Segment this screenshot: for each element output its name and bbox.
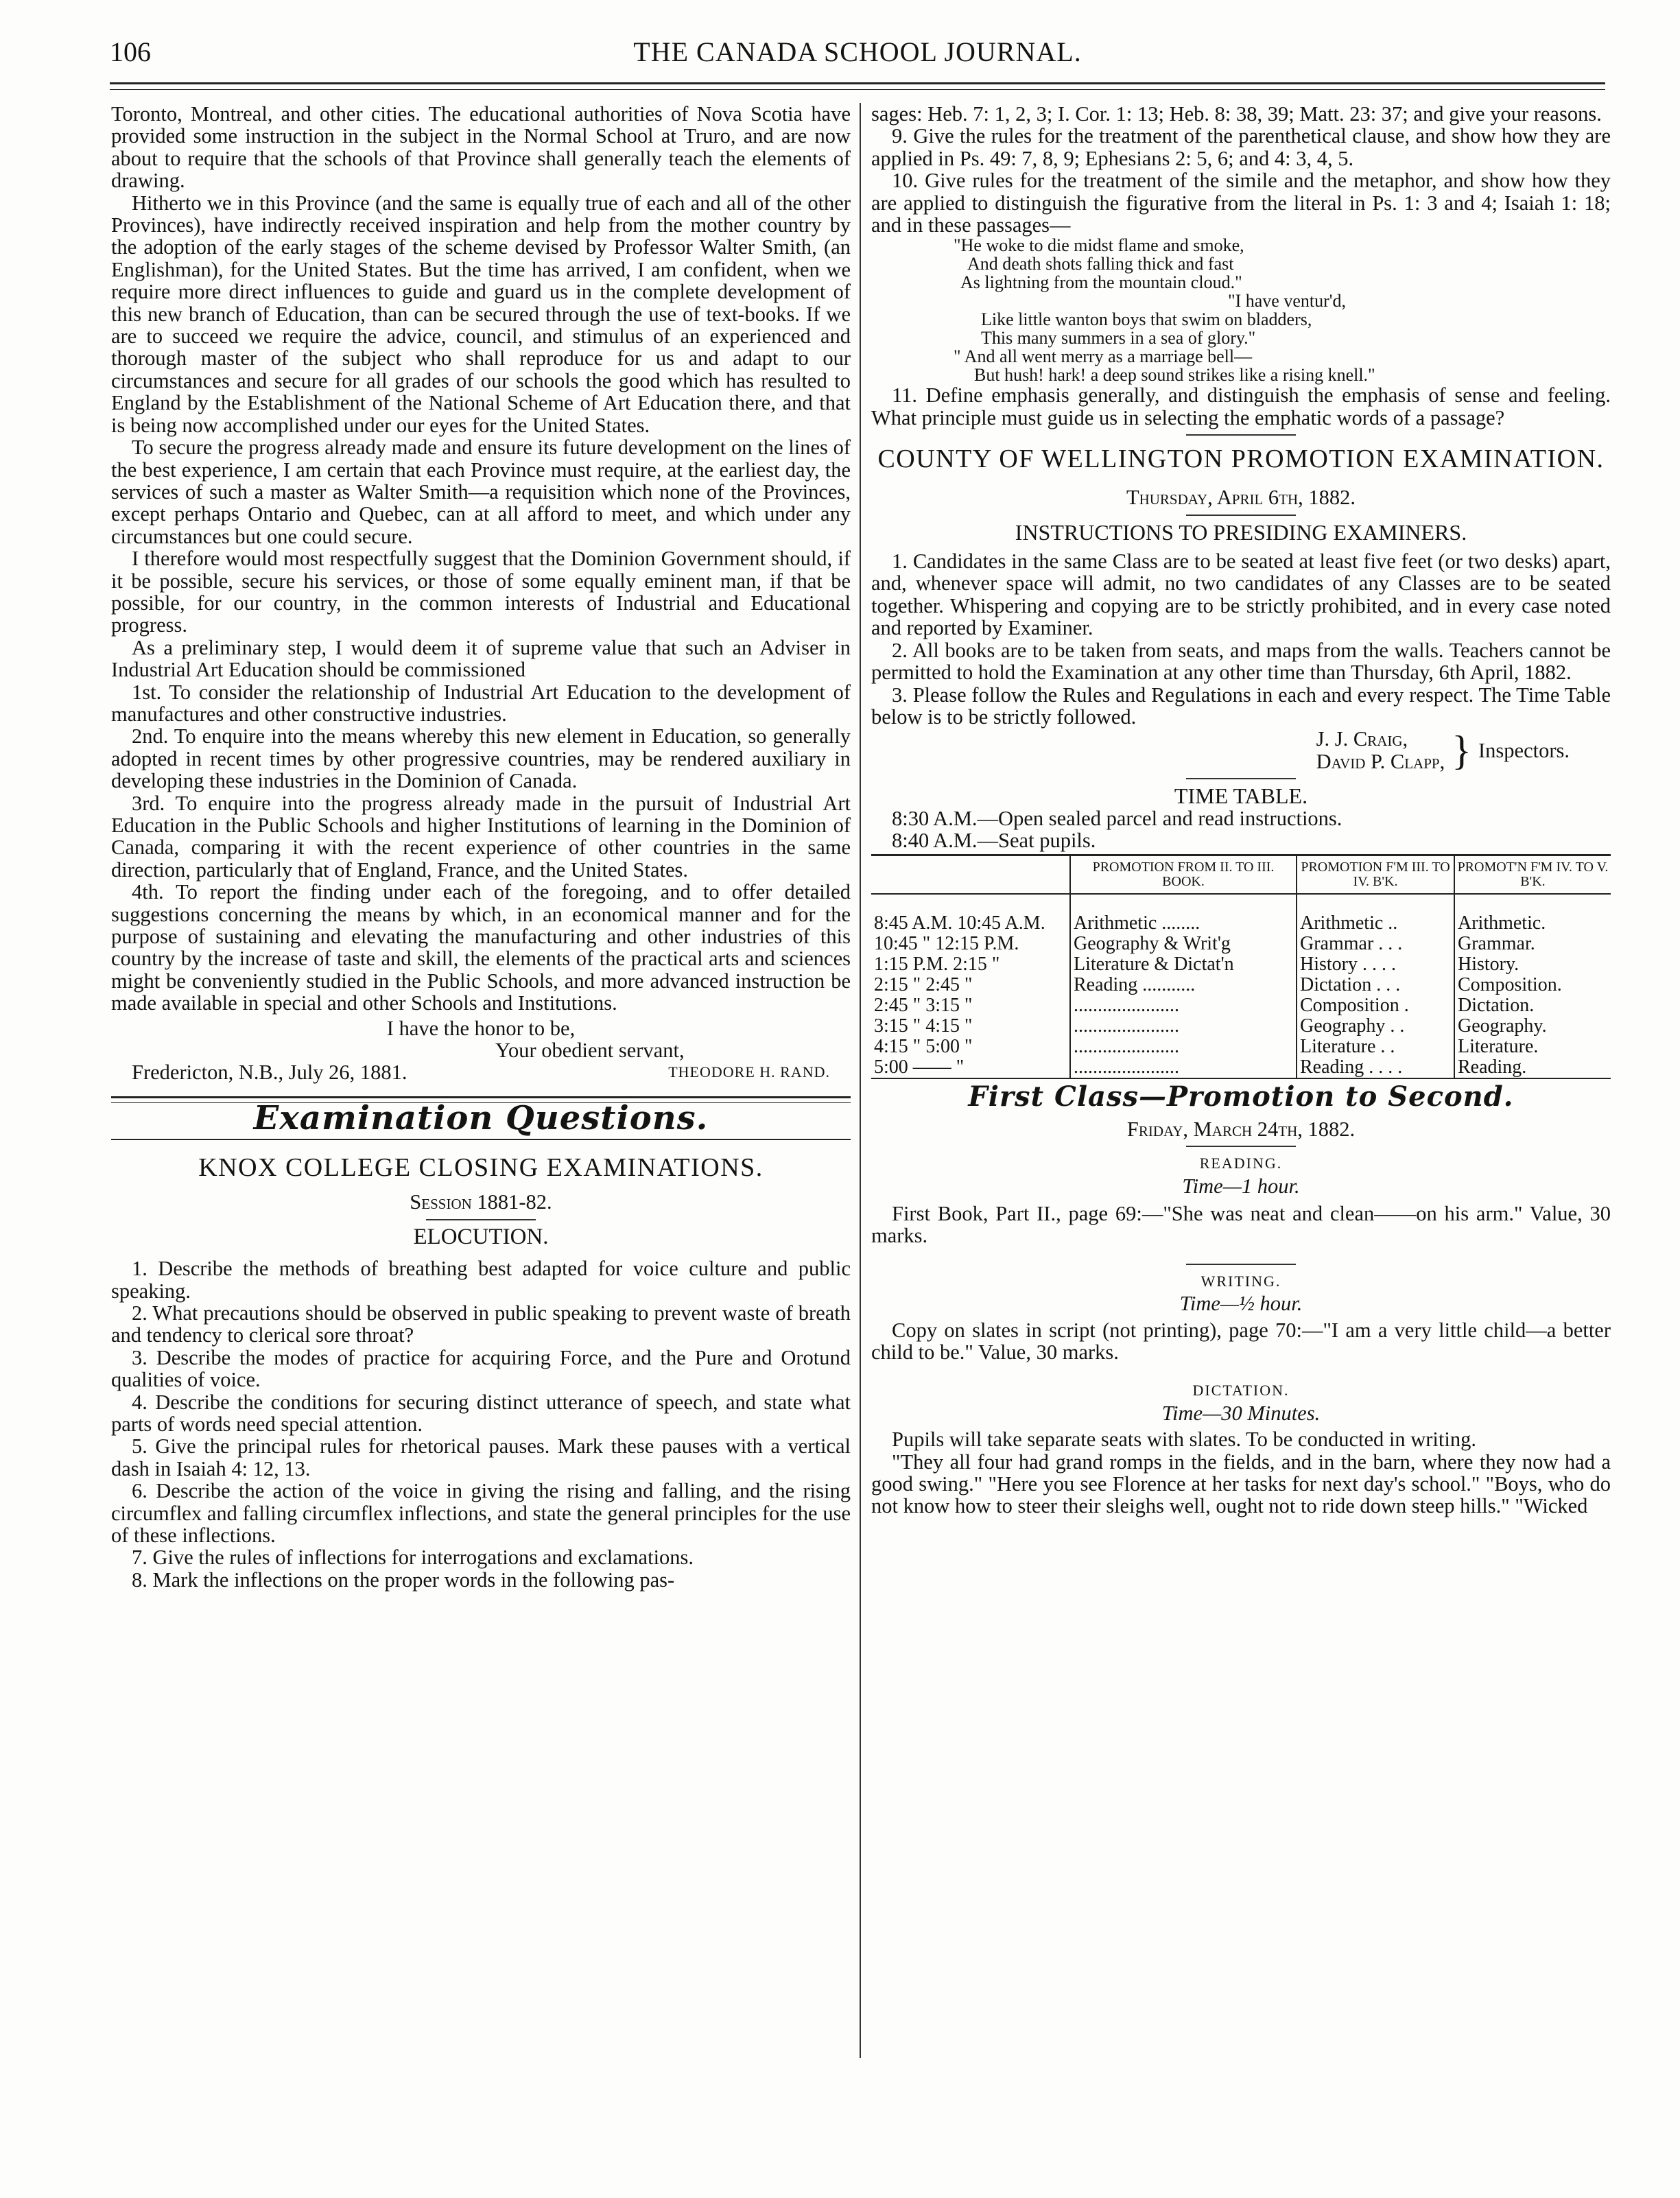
fc-date: Friday, March 24th, 1882. bbox=[1126, 1117, 1356, 1141]
table-cell: Arithmetic ........ bbox=[1070, 913, 1297, 934]
table-cell: 10:45 " 12:15 P.M. bbox=[874, 934, 1019, 955]
table-cell: Geography & Writ'g bbox=[1070, 934, 1297, 954]
inspector-name: David P. Clapp, bbox=[1316, 749, 1445, 773]
header-rule bbox=[110, 82, 1605, 84]
divider bbox=[1186, 1146, 1296, 1147]
left-column bbox=[111, 103, 851, 1591]
table-cell: 3:15 " 4:15 " bbox=[874, 1016, 973, 1037]
table-row bbox=[871, 913, 1611, 934]
table-row bbox=[871, 995, 1611, 1016]
quoted-passages bbox=[871, 236, 1611, 384]
table-cell: 2:45 " 3:15 " bbox=[874, 995, 973, 1017]
inspectors-label: Inspectors. bbox=[1478, 738, 1570, 762]
body-paragraph: I therefore would most respectfully suggest that the Dominion Government should, if it be possible, secure his services, or those of some equally eminent man, if that be possible, for our country, in the common interests of Industrial and Educational progress. bbox=[111, 547, 851, 637]
question: 4. Describe the conditions for securing distinct utterance of speech, and state what parts of words need special attention. bbox=[111, 1390, 851, 1436]
tt-pre-line: 8:40 A.M.—Seat pupils. bbox=[892, 828, 1096, 852]
poem-line: "He woke to die midst flame and smoke, bbox=[954, 235, 1244, 256]
table-cell: ...................... bbox=[1070, 1057, 1297, 1078]
table-row bbox=[871, 1037, 1611, 1057]
table-row bbox=[871, 975, 1611, 995]
right-column bbox=[871, 103, 1611, 1517]
tt-pre-line: 8:30 A.M.—Open sealed parcel and read instructions. bbox=[892, 806, 1342, 830]
table-spacer-row bbox=[871, 894, 1611, 913]
table-cell: 4:15 " 5:00 " bbox=[874, 1037, 973, 1058]
table-cell: Literature . . bbox=[1297, 1037, 1454, 1057]
poem-line: But hush! hark! a deep sound strikes like a rising knell." bbox=[974, 365, 1375, 386]
divider bbox=[1186, 1264, 1296, 1265]
question: 8. Mark the inflections on the proper words in the following pas- bbox=[132, 1568, 675, 1592]
question: 1. Describe the methods of breathing best adapted for voice culture and public speaking. bbox=[111, 1257, 851, 1303]
inspector-names bbox=[1316, 728, 1445, 772]
elocution-heading: ELOCUTION. bbox=[413, 1224, 549, 1249]
header-rule-thin bbox=[110, 89, 1605, 90]
reading-label: READING. bbox=[1199, 1155, 1283, 1172]
table-row bbox=[871, 1016, 1611, 1037]
body-paragraph: 2nd. To enquire into the means whereby this new element in Education, so generally adopted in recent times by other progressive countries, may be rendered auxiliary in developing these industries in the Dominion of Canada. bbox=[111, 724, 851, 793]
table-cell: Grammar. bbox=[1454, 934, 1611, 954]
body-paragraph: Toronto, Montreal, and other cities. The educational authorities of Nova Scotia have provided some instruction in the subject in the Normal School at Truro, and are now about to require that the schools of that Province shall generally teach the elements of drawing. bbox=[111, 102, 851, 193]
poem-line: "I have ventur'd, bbox=[1228, 291, 1346, 311]
table-cell: Reading . . . . bbox=[1297, 1057, 1454, 1078]
column-divider bbox=[860, 103, 861, 2058]
table-cell: History . . . . bbox=[1297, 954, 1454, 975]
table-header: PROMOT'N F'M IV. TO V. B'K. bbox=[1454, 856, 1611, 894]
table-cell: Literature. bbox=[1454, 1037, 1611, 1057]
table-cell: Reading ........... bbox=[1070, 975, 1297, 995]
poem-line: " And all went merry as a marriage bell— bbox=[954, 346, 1253, 367]
table-cell: 8:45 A.M. 10:45 A.M. bbox=[874, 913, 1045, 934]
instructions-title: INSTRUCTIONS TO PRESIDING EXAMINERS. bbox=[1015, 519, 1467, 545]
writing-time: Time—½ hour. bbox=[1179, 1292, 1303, 1316]
dictation-text: "They all four had grand romps in the fields, and in the barn, where they now had a good swing." "Here you see Florence at her tasks for next day's school." "Boys, who do not know how to steer their sleighs well, ought not to ride down steep hills." "Wicked bbox=[871, 1450, 1611, 1518]
poem-line: As lightning from the mountain cloud." bbox=[960, 272, 1242, 293]
divider bbox=[1186, 434, 1296, 436]
question: 6. Describe the action of the voice in giving the rising and falling, and the rising circumflex and falling circumflex inflections, and state the general principles for the use of these inflections. bbox=[111, 1479, 851, 1547]
question: 11. Define emphasis generally, and distinguish the emphasis of sense and feeling. What principle must guide us in selecting the emphatic words of a passage? bbox=[871, 383, 1611, 429]
table-header: PROMOTION F'M III. TO IV. B'K. bbox=[1297, 856, 1454, 894]
place-date: Fredericton, N.B., July 26, 1881. bbox=[132, 1061, 407, 1085]
table-cell: ...................... bbox=[1070, 1016, 1297, 1037]
table-cell: 2:15 " 2:45 " bbox=[874, 975, 973, 996]
writing-text: Copy on slates in script (not printing), page 70:—"I am a very little child—a better child to be." Value, 30 marks. bbox=[871, 1318, 1611, 1364]
signature-line bbox=[111, 1061, 851, 1083]
instruction: 1. Candidates in the same Class are to be seated at least five feet (or two desks) apart, and, whenever space will admit, no two candidates of any Classes are to be seated together. Whispering and copying are to be strictly prohibited, and in every case noted and reported by Examiner. bbox=[871, 550, 1611, 640]
table-cell: 1:15 P.M. 2:15 " bbox=[874, 954, 1000, 976]
table-header: PROMOTION FROM II. TO III. BOOK. bbox=[1070, 856, 1297, 894]
question: 2. What precautions should be observed in public speaking to prevent waste of breath and tendency to clerical sore throat? bbox=[111, 1301, 851, 1347]
table-cell: ...................... bbox=[1070, 1037, 1297, 1057]
body-paragraph: As a preliminary step, I would deem it of supreme value that such an Adviser in Industrial Art Education should be commissioned bbox=[111, 635, 851, 682]
table-cell: Arithmetic. bbox=[1454, 913, 1611, 934]
county-title: COUNTY OF WELLINGTON PROMOTION EXAMINATION. bbox=[877, 445, 1605, 474]
divider bbox=[426, 1219, 536, 1220]
question: sages: Heb. 7: 1, 2, 3; I. Cor. 1: 13; Heb. 8: 38, 39; Matt. 23: 37; and give your reasons. bbox=[871, 102, 1602, 126]
body-paragraph: 1st. To consider the relationship of Industrial Art Education to the development of manufactures and other constructive industries. bbox=[111, 680, 851, 726]
table-cell: Reading. bbox=[1454, 1057, 1611, 1078]
county-date: Thursday, April 6th, 1882. bbox=[1126, 486, 1356, 510]
table-cell: Grammar . . . bbox=[1297, 934, 1454, 954]
section-title: Examination Questions. bbox=[253, 1098, 709, 1137]
closing-line: Your obedient servant, bbox=[495, 1039, 685, 1063]
table-cell: Arithmetic .. bbox=[1297, 913, 1454, 934]
body-paragraph: 4th. To report the finding under each of the foregoing, and to offer detailed suggestions concerning the means by which, in an economical manner and for the purpose of sustaining and elevating the manufacturing and other industries of this country by the increase of taste and skill, the elements of the practical arts and sciences might be conveniently studied in the Public Schools, and more advanced instruction be made available in special and other Schools and Institutions. bbox=[111, 880, 851, 1015]
table-cell: Geography . . bbox=[1297, 1016, 1454, 1037]
reading-text: First Book, Part II., page 69:—"She was neat and clean——on his arm." Value, 30 marks. bbox=[871, 1201, 1611, 1248]
table-cell: Dictation. bbox=[1454, 995, 1611, 1016]
time-table-title: TIME TABLE. bbox=[1174, 783, 1308, 809]
body-paragraph: 3rd. To enquire into the progress already made in the pursuit of Industrial Art Education in the Public Schools and higher Institutions of learning in the Dominion of Canada, comparing it with the recent experience of other countries in the same direction, particularly that of England, France, and the United States. bbox=[111, 791, 851, 882]
table-row bbox=[871, 1057, 1611, 1078]
table-header bbox=[871, 856, 1070, 894]
table-cell: Literature & Dictat'n bbox=[1070, 954, 1297, 975]
table-cell: Composition. bbox=[1454, 975, 1611, 995]
dictation-time: Time—30 Minutes. bbox=[1161, 1401, 1321, 1425]
body-paragraph: Hitherto we in this Province (and the same is equally true of each and all of the other Provinces), have indirectly received inspiration and help from the mother country by the adoption of the early stages of the scheme devised by Professor Walter Smith, (an Englishman), for the United States. But the time has arrived, I am confident, when we require more direct influences to guide and guard us in the complete development of this new branch of Education, than can be secured through the use of text-books. If we are to succeed we require the advice, council, and stimulus of an experienced and thorough master of the subject who shall reproduce for us and adapt to our circumstances and secure for all grades of our schools the good which has resulted to England by the Establishment of the National Scheme of Art Education there, and that is being now accomplished under our eyes for the United States. bbox=[111, 191, 851, 437]
table-header-row bbox=[871, 856, 1611, 894]
table-cell: ...................... bbox=[1070, 995, 1297, 1016]
table-cell: 5:00 —— " bbox=[874, 1057, 965, 1078]
question: 5. Give the principal rules for rhetorical pauses. Mark these pauses with a vertical dash in Isaiah 4: 12, 13. bbox=[111, 1434, 851, 1480]
question: 9. Give the rules for the treatment of the parenthetical clause, and show how they are applied in Ps. 49: 7, 8, 9; Ephesians 2: 5, 6; and 4: 3, 4, 5. bbox=[871, 124, 1611, 170]
divider bbox=[1186, 778, 1296, 779]
poem-line: Like little wanton boys that swim on bladders, bbox=[981, 309, 1312, 330]
journal-title: THE CANADA SCHOOL JOURNAL. bbox=[633, 36, 1082, 67]
time-table bbox=[871, 854, 1611, 1079]
section-rule bbox=[111, 1139, 851, 1140]
dictation-label: DICTATION. bbox=[1192, 1382, 1290, 1399]
reading-time: Time—1 hour. bbox=[1182, 1174, 1300, 1198]
table-cell: History. bbox=[1454, 954, 1611, 975]
instruction: 3. Please follow the Rules and Regulations in each and every respect. The Time Table below is to be strictly followed. bbox=[871, 683, 1611, 729]
brace: } bbox=[1452, 727, 1472, 773]
poem-line: This many summers in a sea of glory." bbox=[981, 328, 1256, 348]
signer: THEODORE H. RAND. bbox=[668, 1063, 830, 1081]
question: 10. Give rules for the treatment of the simile and the metaphor, and show how they are applied to distinguish the figurative from the literal in Ps. 1: 3 and 4; Isaiah 1: 18; and in these passages— bbox=[871, 169, 1611, 237]
page-number: 106 bbox=[110, 36, 151, 67]
question: 3. Describe the modes of practice for acquiring Force, and the Pure and Orotund qualities of voice. bbox=[111, 1345, 851, 1392]
poem-line: And death shots falling thick and fast bbox=[967, 254, 1234, 274]
table-row bbox=[871, 954, 1611, 975]
inspectors bbox=[871, 728, 1611, 772]
closing-line: I have the honor to be, bbox=[386, 1016, 576, 1040]
dictation-text: Pupils will take separate seats with slates. To be conducted in writing. bbox=[892, 1428, 1476, 1452]
first-class-title: First Class—Promotion to Second. bbox=[968, 1080, 1514, 1113]
table-row bbox=[871, 934, 1611, 954]
instruction: 2. All books are to be taken from seats, and maps from the walls. Teachers cannot be permitted to hold the Examination at any other time than Thursday, 6th April, 1882. bbox=[871, 638, 1611, 685]
question: 7. Give the rules of inflections for interrogations and exclamations. bbox=[132, 1546, 694, 1570]
inspector-name: J. J. Craig, bbox=[1316, 727, 1408, 751]
session: Session 1881-82. bbox=[410, 1190, 552, 1214]
divider bbox=[1186, 515, 1296, 516]
knox-title: KNOX COLLEGE CLOSING EXAMINATIONS. bbox=[198, 1153, 764, 1183]
time-table-grid bbox=[871, 856, 1611, 1078]
writing-label: WRITING. bbox=[1200, 1272, 1281, 1290]
table-cell: Geography. bbox=[1454, 1016, 1611, 1037]
table-cell: Composition . bbox=[1297, 995, 1454, 1016]
table-cell: Dictation . . . bbox=[1297, 975, 1454, 995]
page-header bbox=[110, 36, 1605, 77]
body-paragraph: To secure the progress already made and ensure its future development on the lines of the best experience, I am certain that each Province must require, at the earliest day, the services of such a master as Walter Smith—a requisition which none of the Provinces, except perhaps Ontario and Quebec, can at all afford to meet, and which under any circumstances but one could secure. bbox=[111, 436, 851, 548]
